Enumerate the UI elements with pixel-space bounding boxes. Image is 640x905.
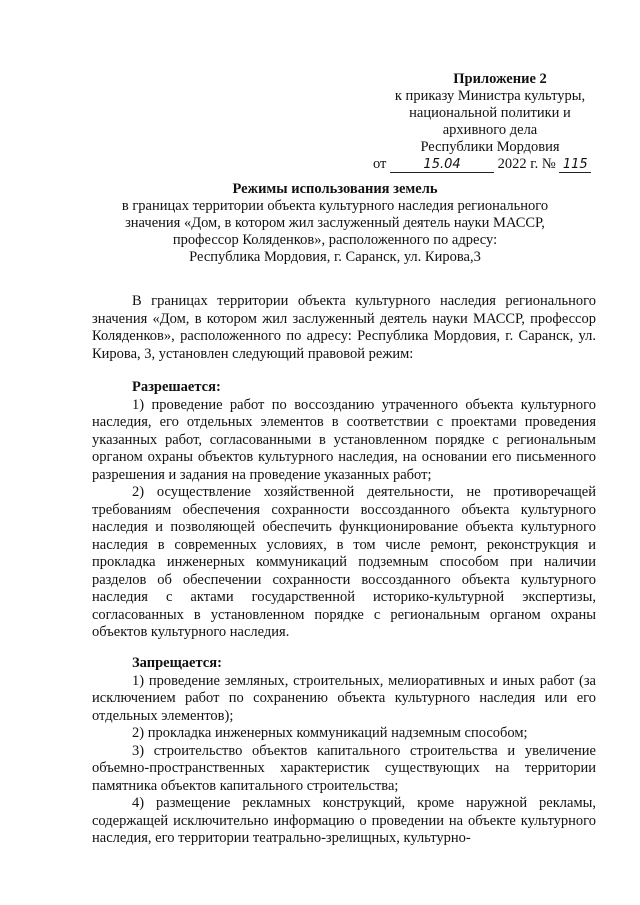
forbidden-section — [92, 655, 596, 848]
appendix-title: Приложение 2 — [453, 71, 547, 87]
title-line: значения «Дом, в котором жил заслуженный деятель науки МАССР, — [125, 215, 545, 231]
title-line: профессор Коляденков», расположенного по адресу: — [172, 232, 498, 248]
handwritten-date: 15.04 — [390, 158, 494, 173]
appendix-line: архивного дела — [442, 122, 538, 138]
order-date-line — [373, 156, 620, 173]
forbidden-heading: Запрещается: — [132, 655, 222, 671]
document-title — [80, 181, 590, 266]
title-line: в границах территории объекта культурного наследия регионального — [121, 198, 549, 214]
forbidden-item: 3) строительство объектов капитального строительства и увеличение объемно-пространственных характеристик существующих на территории памятника объектов капитального строительства; — [92, 742, 596, 794]
forbidden-item: 4) размещение рекламных конструкций, кроме наружной рекламы, содержащей исключительно информацию о проведении на объекте культурного наследия, его территории театрально-зрелищных, культурно- — [92, 795, 596, 846]
forbidden-item: 2) прокладка инженерных коммуникаций надземным способом; — [132, 725, 528, 741]
title-line: Республика Мордовия, г. Саранск, ул. Кирова,3 — [189, 249, 481, 265]
appendix-header — [360, 71, 620, 173]
allowed-heading: Разрешается: — [132, 379, 221, 395]
date-prefix: от — [373, 156, 387, 172]
date-suffix: 2022 г. № — [497, 156, 556, 172]
intro-paragraph: В границах территории объекта культурного наследия регионального значения «Дом, в котором жил заслуженный деятель науки МАССР, профессор Коляденков», расположенного по адресу: Республика Мордовия, г. Саранск, ул. Кирова, 3, установлен следующий правовой режим: — [92, 293, 596, 362]
title-heading: Режимы использования земель — [232, 181, 438, 197]
appendix-line: Республики Мордовия — [420, 139, 560, 155]
allowed-item: 2) осуществление хозяйственной деятельности, не противоречащей требованиям обеспечения сохранности воссозданного объекта культурного наследия и позволяющей обеспечить функционирование объекта культурного наследия в современных условиях, в том числе ремонт, реконструкция и прокладка инженерных коммуникаций подземным способом при наличии разделов об обеспечении сохранности воссозданного объекта культурного наследия с актами государственной историко-культурной экспертизы, согласованных в установленном порядке с региональным органом охраны объектов культурного наследия. — [92, 484, 596, 640]
appendix-line: национальной политики и — [409, 105, 571, 121]
forbidden-item: 1) проведение земляных, строительных, мелиоративных и иных работ (за исключением работ по сохранению объекта культурного наследия или его отдельных элементов); — [92, 672, 596, 724]
allowed-item: 1) проведение работ по воссозданию утраченного объекта культурного наследия, его отдельных элементов в соответствии с проектами проведения указанных работ, согласованными в установленном порядке с региональным органом охраны объектов культурного наследия, на основании его письменного разрешения и задания на проведение указанных работ; — [92, 396, 596, 483]
handwritten-number: 115 — [559, 158, 591, 173]
allowed-section — [92, 379, 596, 642]
appendix-line: к приказу Министра культуры, — [394, 88, 586, 104]
intro-section — [92, 293, 596, 363]
